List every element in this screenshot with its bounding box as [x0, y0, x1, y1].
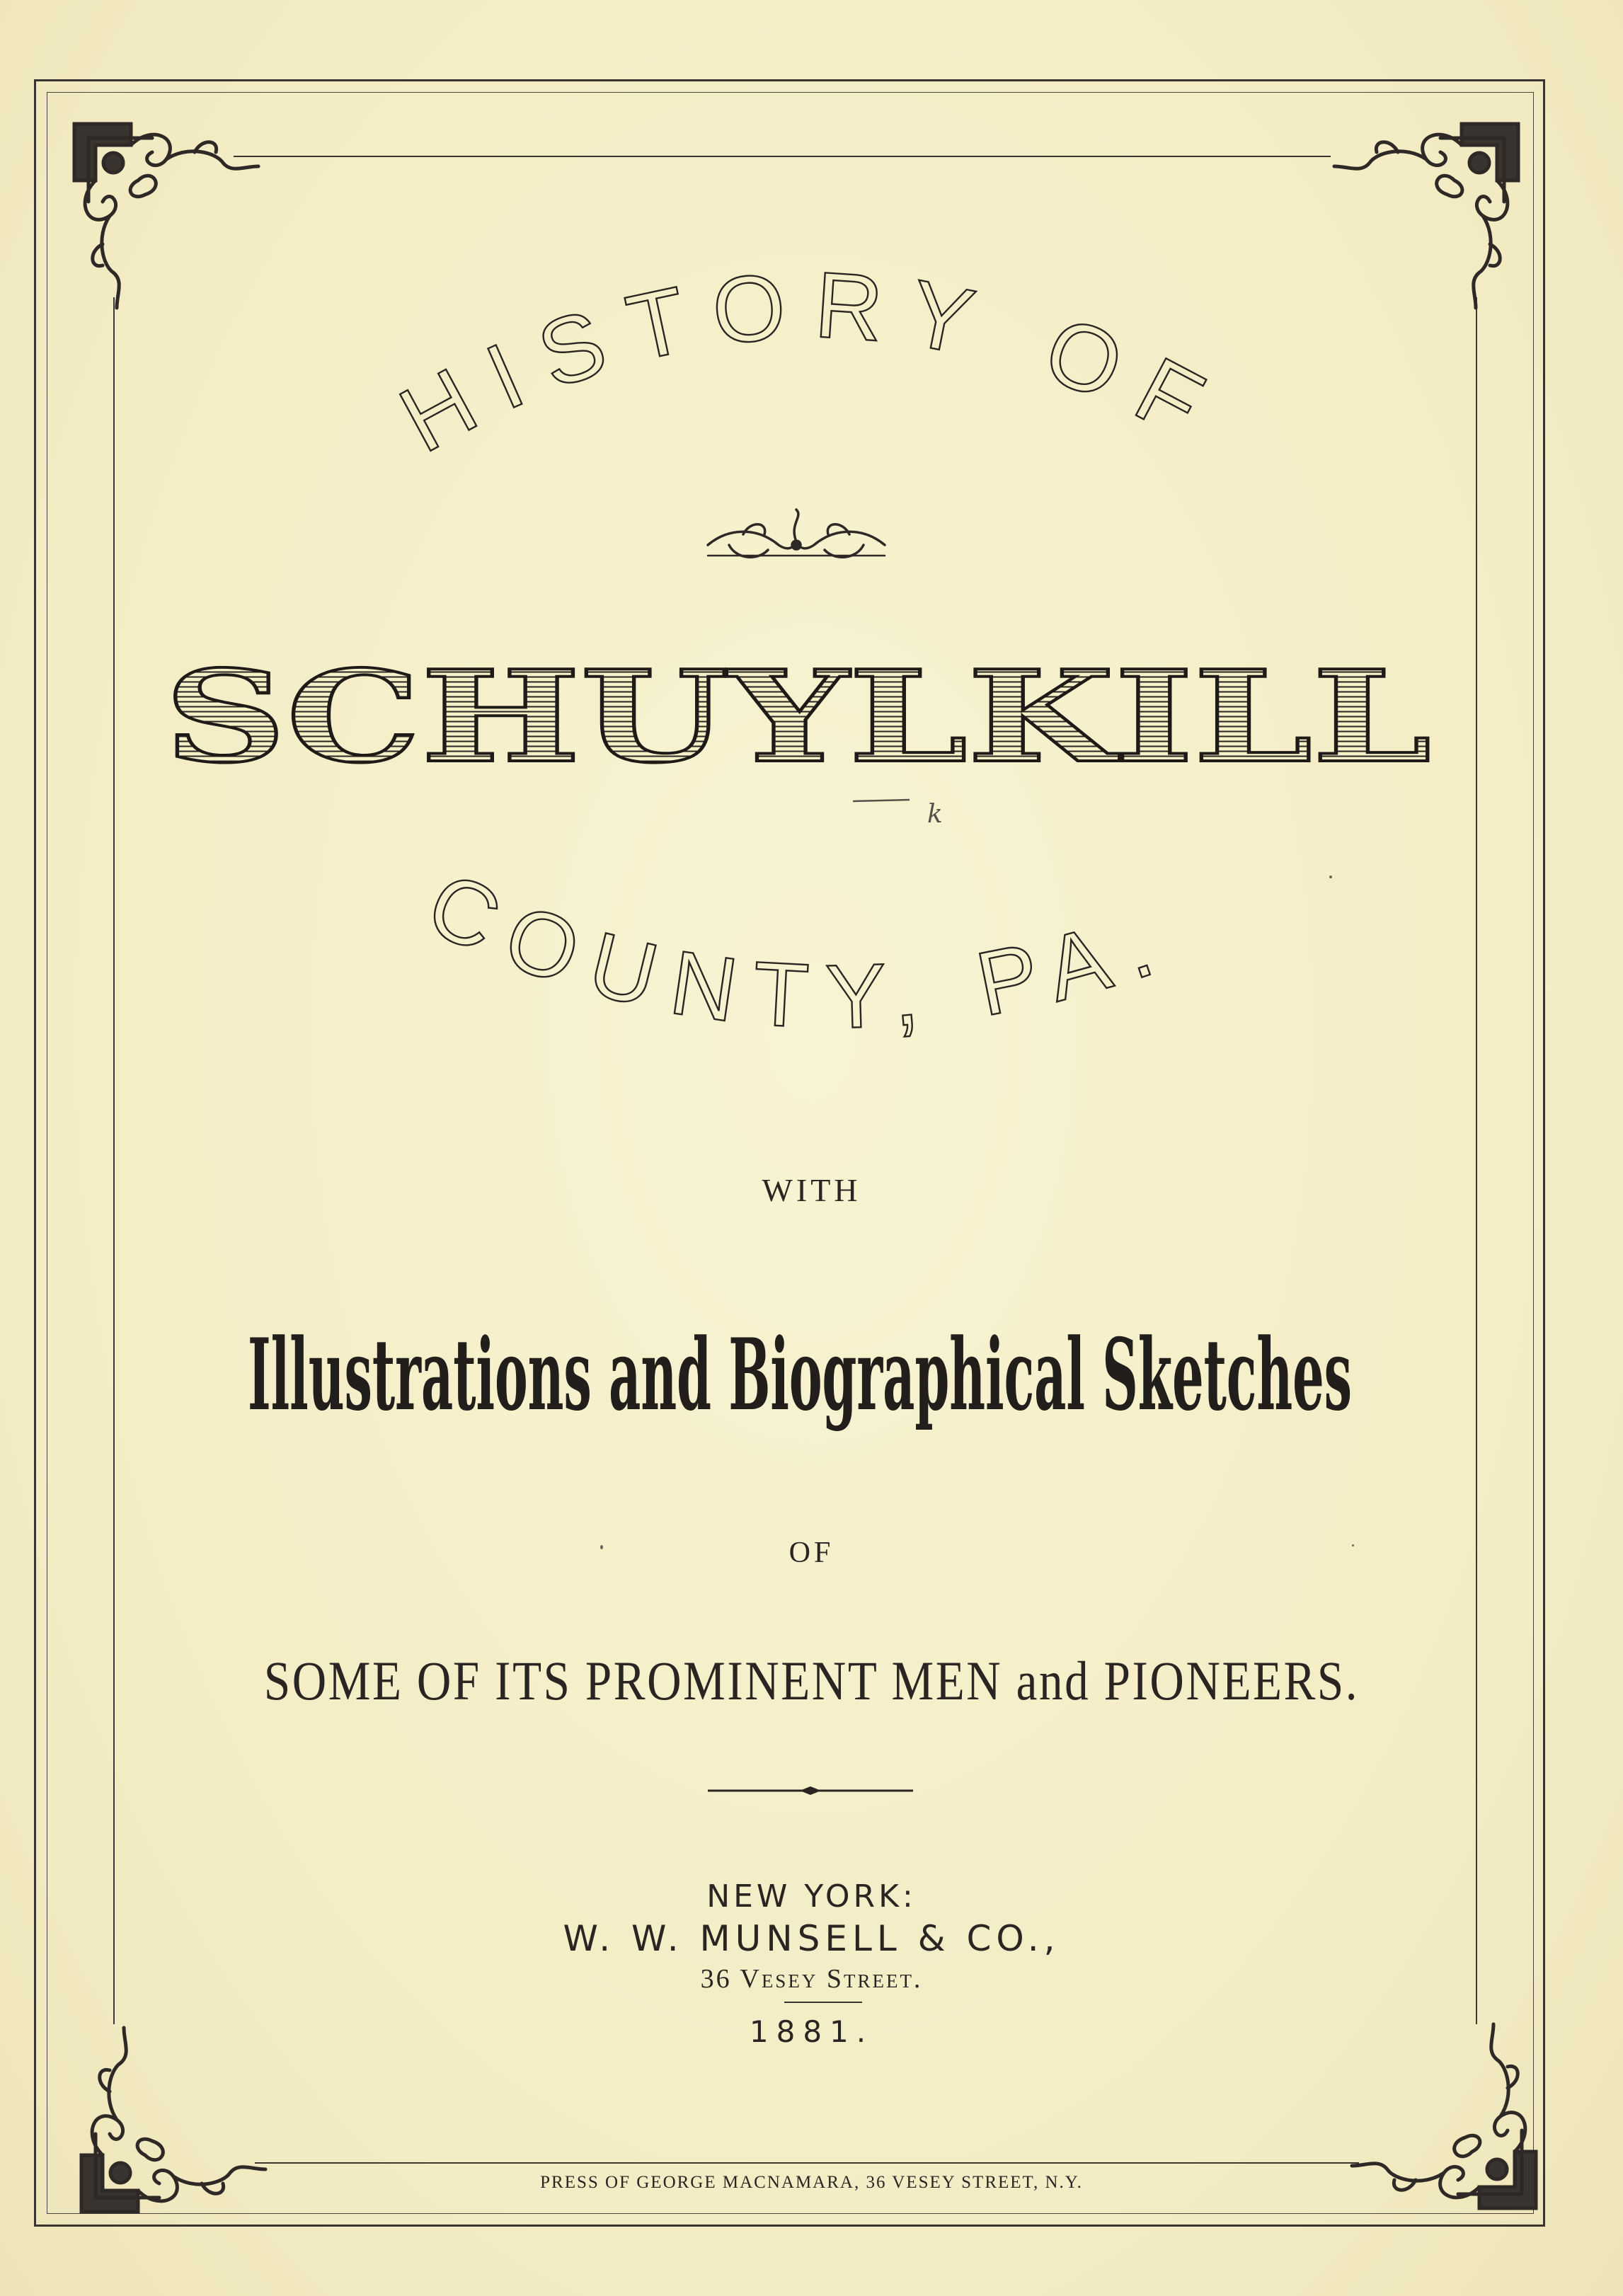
fleuron-icon: [701, 506, 892, 570]
imprint-address: 36 Vesey Street.: [700, 1964, 923, 1994]
gothic-subtitle: [0, 1302, 1623, 1454]
schuylkill-title: [156, 655, 1440, 775]
subject-line: SOME OF ITS PROMINENT MEN and PIONEERS.: [263, 1650, 1360, 1711]
divider-icon: [708, 1784, 913, 1798]
imprint-city: NEW YORK:: [706, 1878, 917, 1915]
history-of-title: HISTORY OF: [384, 252, 1242, 472]
of-line: OF: [788, 1537, 835, 1569]
svg-text:COUNTY, PA.: [413, 853, 1183, 1048]
bottom-rule: [255, 2162, 1359, 2164]
paper-speck: [1352, 1544, 1354, 1546]
pencil-note: k: [927, 800, 943, 826]
paper-speck: [1329, 876, 1332, 878]
with-line: WITH: [762, 1172, 861, 1208]
gothic-subtitle-text: Illustrations and Biographical Sketches: [248, 1317, 1353, 1433]
schuylkill-text: SCHUYLKILL: [164, 655, 1431, 775]
county-title: COUNTY, PA.: [413, 852, 1183, 1048]
pencil-annotation: [849, 794, 970, 826]
printer-line: PRESS OF GEORGE MACNAMARA, 36 VESEY STREET, N.Y.: [540, 2173, 1083, 2192]
imprint-publisher: W. W. MUNSELL & CO.,: [563, 1918, 1060, 1959]
svg-text:HISTORY OF: [384, 252, 1241, 471]
paper-speck: [600, 1545, 603, 1549]
address-rule: [784, 2002, 862, 2003]
imprint-year: 1881.: [749, 2014, 874, 2049]
